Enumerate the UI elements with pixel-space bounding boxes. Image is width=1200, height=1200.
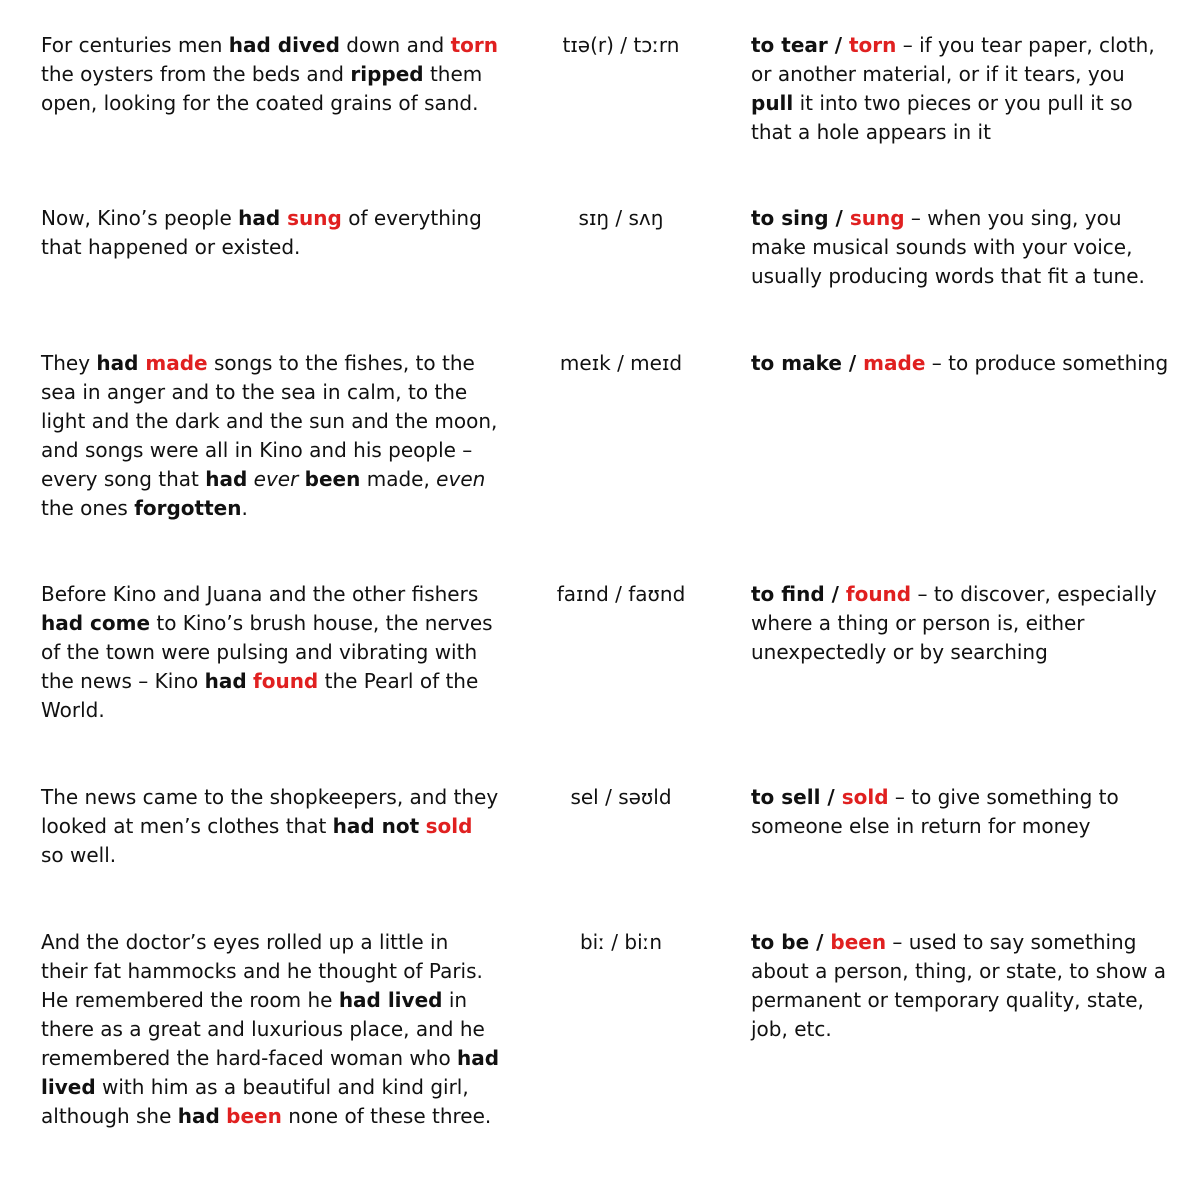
verb-definition	[751, 928, 1171, 1044]
bold-text: had come	[41, 611, 151, 635]
highlighted-verb: been	[226, 1104, 282, 1128]
italic-text: ever	[253, 467, 299, 491]
phonetic-transcription: meɪk / meɪd	[559, 351, 683, 375]
bold-text: had	[204, 669, 247, 693]
text-run: in there as a great and luxurious place, and he remembered the hard-faced woman who	[41, 988, 485, 1070]
text-run: songs to the fishes, to the sea in anger and to the sea in calm, to the light and the dark and the sun and the moon, and songs were all in Kino and his people – every song that	[41, 351, 498, 491]
verb-definition	[751, 580, 1171, 667]
bold-text: had	[205, 467, 248, 491]
bold-text: to be /	[751, 930, 831, 954]
example-sentence	[41, 580, 501, 725]
example-sentence	[41, 349, 501, 523]
phonetic-transcription: tɪə(r) / tɔːrn	[562, 33, 680, 57]
verb-definition	[751, 31, 1171, 147]
phonetic-transcription: faɪnd / faʊnd	[556, 582, 686, 606]
highlighted-verb: torn	[450, 33, 498, 57]
bold-text: to find /	[751, 582, 846, 606]
bold-text: ripped	[350, 62, 424, 86]
text-run: .	[241, 496, 248, 520]
text-run: it into two pieces or you pull it so that a hole appears in it	[751, 91, 1133, 144]
text-run: them open, looking for the coated grains of sand.	[41, 62, 483, 115]
bold-text: had	[96, 351, 146, 375]
text-run: with him as a beautiful and kind girl, although she	[41, 1075, 469, 1128]
verb-definition	[751, 204, 1171, 291]
text-run: – if you tear paper, cloth, or another material, or if it tears, you	[751, 33, 1155, 86]
text-run: none of these three.	[281, 1104, 492, 1128]
bold-text: had	[177, 1104, 220, 1128]
text-run: the oysters from the beds and	[41, 62, 351, 86]
text-run: down and	[339, 33, 451, 57]
bold-text: had lived	[41, 1046, 500, 1099]
bold-text: had not	[332, 814, 420, 838]
example-sentence	[41, 204, 501, 262]
bold-text: to tear /	[751, 33, 849, 57]
phonetic-transcription: sɪŋ / sʌŋ	[578, 206, 664, 230]
text-run: The news came to the shopkeepers, and they looked at men’s clothes that	[41, 785, 499, 838]
example-sentence	[41, 783, 501, 870]
text-run: the Pearl of the World.	[41, 669, 479, 722]
italic-text: even	[436, 467, 486, 491]
text-run: And the doctor’s eyes rolled up a little in their fat hammocks and he thought of Paris. He remembered the room he	[41, 930, 483, 1012]
bold-text: to make /	[751, 351, 864, 375]
highlighted-verb: sold	[425, 814, 473, 838]
bold-text: had lived	[338, 988, 443, 1012]
text-run: Now, Kino’s people	[41, 206, 239, 230]
text-run: – to produce something	[925, 351, 1169, 375]
verb-definition	[751, 349, 1171, 378]
phonetic-transcription: sel / səʊld	[570, 785, 672, 809]
highlighted-verb: sold	[841, 785, 889, 809]
text-run: made,	[360, 467, 437, 491]
bold-text: pull	[751, 91, 794, 115]
example-sentence	[41, 31, 501, 118]
text-run: of everything that happened or existed.	[41, 206, 482, 259]
text-run: the ones	[41, 496, 135, 520]
highlighted-verb: made	[145, 351, 208, 375]
highlighted-verb: torn	[848, 33, 897, 57]
highlighted-verb: found	[253, 669, 319, 693]
text-run: – used to say something about a person, thing, or state, to show a permanent or temporary quality, state, job, etc.	[751, 930, 1167, 1041]
verb-definition	[751, 783, 1171, 841]
highlighted-verb: been	[830, 930, 887, 954]
bold-text: to sing /	[751, 206, 850, 230]
text-run: For centuries men	[41, 33, 229, 57]
bold-text: been	[304, 467, 361, 491]
highlighted-verb: found	[845, 582, 912, 606]
text-run: – to discover, especially where a thing or person is, either unexpectedly or by searching	[751, 582, 1157, 664]
bold-text: forgotten	[134, 496, 242, 520]
text-run: so well.	[41, 843, 117, 867]
bold-text: had	[238, 206, 288, 230]
text-run: They	[41, 351, 97, 375]
example-sentence	[41, 928, 501, 1131]
phonetic-transcription: biː / biːn	[579, 930, 663, 954]
bold-text: to sell /	[751, 785, 842, 809]
bold-text: had dived	[228, 33, 340, 57]
highlighted-verb: made	[863, 351, 926, 375]
text-run: Before Kino and Juana and the other fishers	[41, 582, 479, 606]
text-run: to Kino’s brush house, the nerves of the town were pulsing and vibrating with the news – Kino	[41, 611, 493, 693]
highlighted-verb: sung	[849, 206, 905, 230]
highlighted-verb: sung	[287, 206, 342, 230]
text-run: – to give something to someone else in return for money	[751, 785, 1119, 838]
text-run: – when you sing, you make musical sounds with your voice, usually producing words that fit a tune.	[751, 206, 1145, 288]
